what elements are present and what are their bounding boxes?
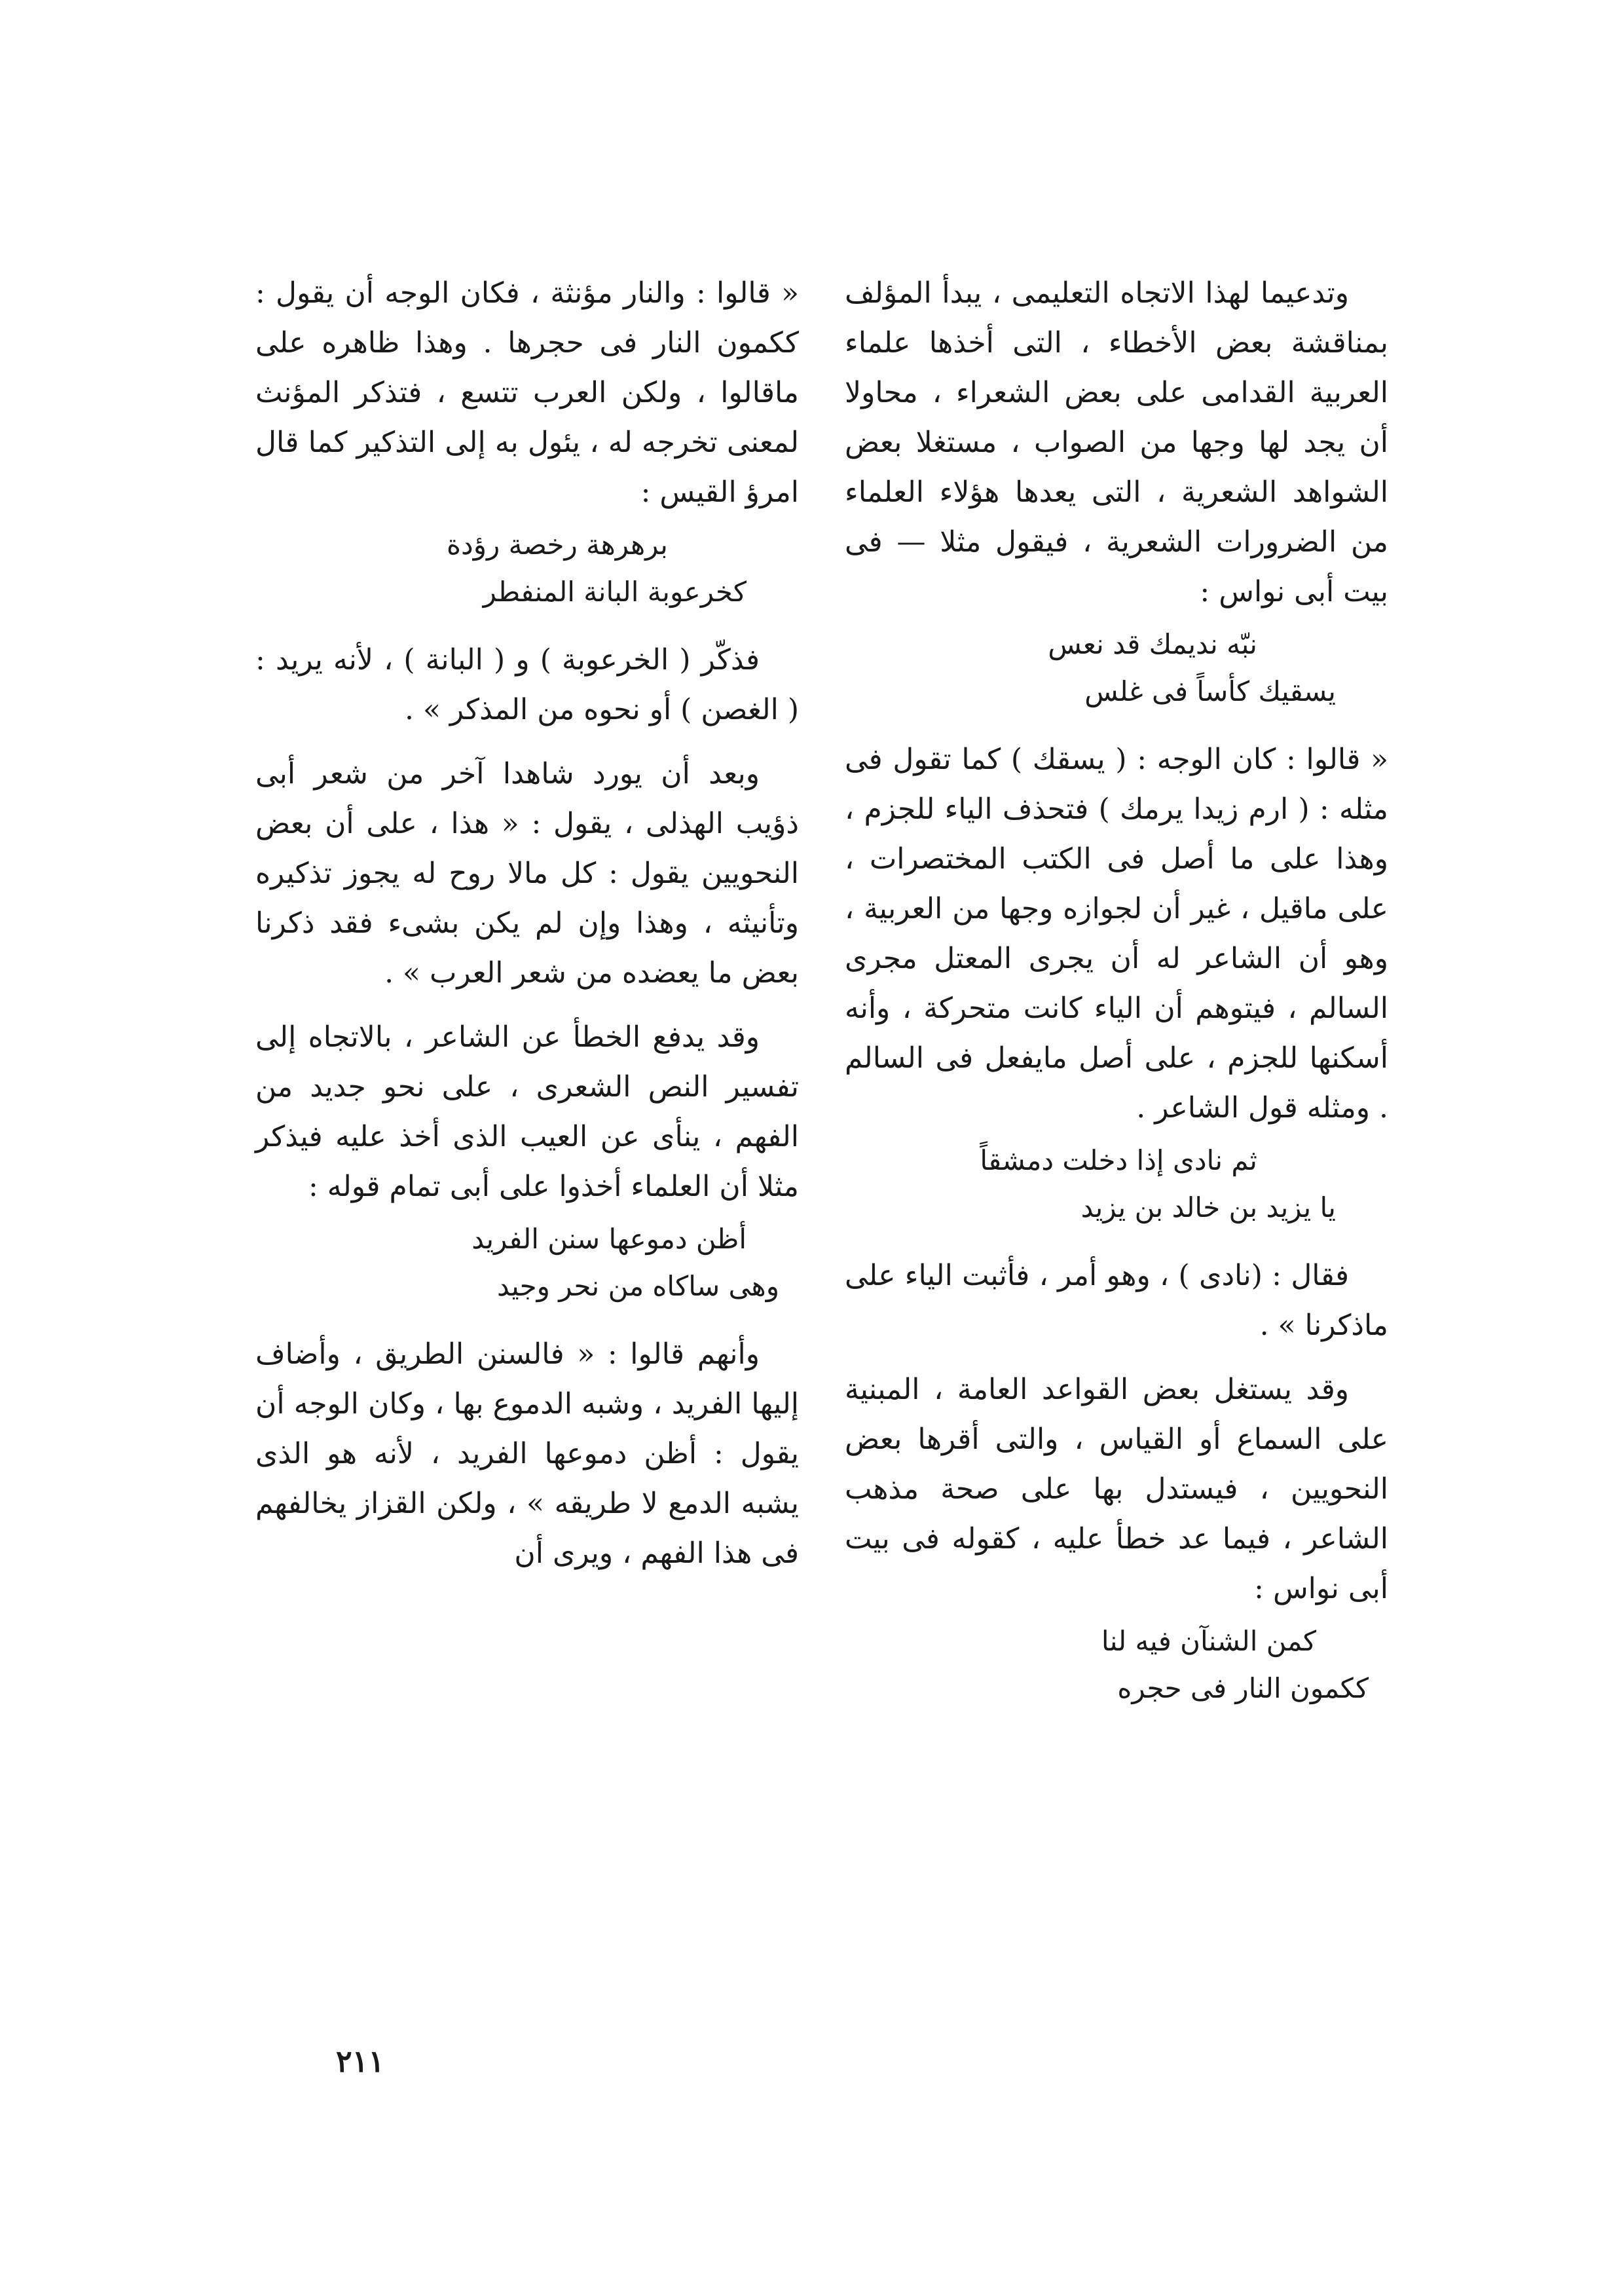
paragraph: « قالوا : والنار مؤنثة ، فكان الوجه أن يقول : ككمون النار فى حجرها . وهذا ظاهره على ماقالوا ، ولكن العرب تتسع ، فتذكر المؤنث لمعنى تخرجه له ، يئول به إلى التذكير كما قال امرؤ القيس :: [255, 276, 799, 509]
verse-hemistich: وهى ساكاه من نحر وجيد: [496, 1270, 779, 1302]
left-column: [255, 269, 799, 1578]
paragraph: فذكّر ( الخرعوبة ) و ( البانة ) ، لأنه يريد : ( الغصن ) أو نحوه من المذكر » .: [255, 643, 799, 726]
verse-hemistich: برهرهة رخصة رؤدة: [446, 529, 668, 561]
right-column: [845, 269, 1388, 1712]
paragraph: وتدعيما لهذا الاتجاه التعليمى ، يبدأ المؤلف بمناقشة بعض الأخطاء ، التى أخذها علماء العربية القدامى على بعض الشعراء ، محاولا أن يجد لها وجها من الصواب ، مستغلا بعض الشواهد الشعرية ، التى يعدها هؤلاء العلماء من الضرورات الشعرية ، فيقول مثلا — فى بيت أبى نواس :: [845, 276, 1388, 608]
paragraph: وأنهم قالوا : « فالسنن الطريق ، وأضاف إليها الفريد ، وشبه الدموع بها ، وكان الوجه أن يقول : أظن دموعها الفريد ، لأنه هو الذى يشبه الدمع لا طريقه » ، ولكن القزاز يخالفهم فى هذا الفهم ، ويرى أن: [255, 1337, 799, 1570]
verse: [255, 1216, 799, 1310]
paragraph: فقال : (نادى ) ، وهو أمر ، فأثبت الياء على ماذكرنا » .: [845, 1259, 1388, 1342]
verse-hemistich: يسقيك كأساً فى غلس: [1084, 675, 1336, 707]
page-number: ٢١١: [335, 2043, 385, 2079]
verse-hemistich: ثم نادى إذا دخلت دمشقاً: [980, 1144, 1257, 1176]
verse-hemistich: كمن الشنآن فيه لنا: [1101, 1625, 1316, 1657]
verse-hemistich: كخرعوبة البانة المنفطر: [483, 576, 747, 608]
paragraph: « قالوا : كان الوجه : ( يسقك ) كما تقول فى مثله : ( ارم زيدا يرمك ) فتحذف الياء للجزم ، وهذا على ما أصل فى الكتب المختصرات ، على ماقيل ، غير أن لجوازه وجها من العربية ، وهو أن الشاعر له أن يجرى المعتل مجرى السالم ، فيتوهم أن الياء كانت متحركة ، وأنه أسكنها للجزم ، على أصل مايفعل فى السالم . ومثله قول الشاعر .: [845, 743, 1388, 1125]
verse: [845, 1137, 1388, 1231]
verse-hemistich: يا يزيد بن خالد بن يزيد: [1080, 1191, 1336, 1223]
verse: [845, 1618, 1388, 1712]
paragraph: وقد يدفع الخطأ عن الشاعر ، بالاتجاه إلى تفسير النص الشعرى ، على نحو جديد من الفهم ، ينأى عن العيب الذى أخذ عليه فيذكر مثلا أن العلماء أخذوا على أبى تمام قوله :: [255, 1020, 799, 1203]
verse-hemistich: أظن دموعها سنن الفريد: [471, 1223, 747, 1255]
verse: [845, 621, 1388, 715]
verse-hemistich: نبّه نديمك قد نعس: [1048, 628, 1257, 660]
paragraph: وبعد أن يورد شاهدا آخر من شعر أبى ذؤيب الهذلى ، يقول : « هذا ، على أن بعض النحويين يقول : كل مالا روح له يجوز تذكيره وتأنيثه ، وهذا وإن لم يكن بشىء فقد ذكرنا بعض ما يعضده من شعر العرب » .: [255, 757, 799, 990]
paragraph: وقد يستغل بعض القواعد العامة ، المبنية على السماع أو القياس ، والتى أقرها بعض النحويين ، فيستدل بها على صحة مذهب الشاعر ، فيما عد خطأ عليه ، كقوله فى بيت أبى نواس :: [845, 1373, 1388, 1605]
verse-hemistich: ككمون النار فى حجره: [1117, 1672, 1369, 1704]
verse: [255, 521, 799, 616]
